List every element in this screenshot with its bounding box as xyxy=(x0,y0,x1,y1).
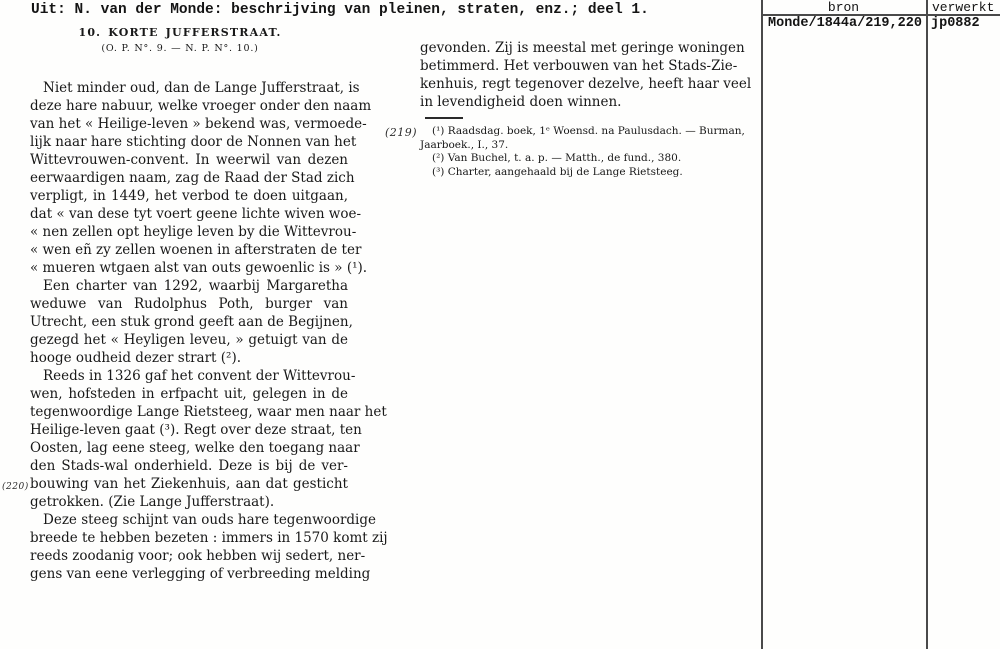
article-subtitle: (O. P. N°. 9. — N. P. N°. 10.) xyxy=(101,43,259,54)
text-line: tegenwoordige Lange Rietsteeg, waar men naar het xyxy=(30,404,387,420)
text-line: Oosten, lag eene steeg, welke den toegang naar xyxy=(30,440,360,456)
text-line: den Stads-wal onderhield. Deze is bij de ver- xyxy=(30,458,348,474)
text-line: van het « Heilige-leven » bekend was, vermoede- xyxy=(30,116,367,132)
text-line: gens van eene verlegging of verbreeding melding xyxy=(30,566,371,582)
text-line: (²) Van Buchel, t. a. p. — Matth., de fund., 380. xyxy=(432,152,682,164)
text-line: Jaarboek., I., 37. xyxy=(420,138,509,151)
text-line: (220) bouwing van het Ziekenhuis, aan dat gesticht xyxy=(30,475,348,493)
text-line: deze hare nabuur, welke vroeger onder den naam xyxy=(30,98,372,114)
text-line: gezegd het « Heyligen leveu, » getuigt van de xyxy=(30,332,348,348)
text-line: « wen eñ zy zellen woenen in afterstraten de ter xyxy=(30,242,362,258)
text-line: Reeds in 1326 gaf het convent der Wittevrou- xyxy=(43,368,356,384)
text-line: betimmerd. Het verbouwen van het Stads-Zie- xyxy=(420,58,738,74)
text-line: hooge oudheid dezer strart (²). xyxy=(30,350,242,366)
article-title: 10. KORTE JUFFERSTRAAT. xyxy=(78,26,282,39)
table-cell-verwerkt: jp0882 xyxy=(931,16,980,31)
text-line: eerwaardigen naam, zag de Raad der Stad zich xyxy=(30,170,355,186)
table-cell-bron: Monde/1844a/219,220 xyxy=(768,16,922,31)
text-line: Een charter van 1292, waarbij Margaretha xyxy=(43,278,348,294)
text-line: Wittevrouwen-convent. In weerwil van dezen xyxy=(30,152,348,168)
text-line: « nen zellen opt heylige leven by die Wittevrou- xyxy=(30,224,357,240)
table-left-border xyxy=(761,0,763,649)
text-line: verpligt, in 1449, het verbod te doen uitgaan, xyxy=(30,188,348,204)
text-line: Deze steeg schijnt van ouds hare tegenwoordige xyxy=(43,512,376,528)
text-line: weduwe van Rudolphus Poth, burger van xyxy=(30,296,348,312)
text-line: (219) (¹) Raadsdag. boek, 1ᵉ Woensd. na Paulusdach. — Burman, xyxy=(385,125,745,139)
footnotes-block xyxy=(385,125,745,179)
text-line: getrokken. (Zie Lange Jufferstraat). xyxy=(30,494,275,510)
text-line: « mueren wtgaen alst van outs gewoenlic is » (¹). xyxy=(30,260,368,276)
text-line: gevonden. Zij is meestal met geringe woningen xyxy=(420,40,745,56)
source-citation-line: Uit: N. van der Monde: beschrijving van pleinen, straten, enz.; deel 1. xyxy=(31,2,649,18)
text-line: Heilige-leven gaat (³). Regt over deze straat, ten xyxy=(30,422,362,438)
text-line: Utrecht, een stuk grond geeft aan de Begijnen, xyxy=(30,314,353,330)
text-line: breede te hebben bezeten : immers in 1570 komt zij xyxy=(30,530,388,546)
column-header-bron: bron xyxy=(827,0,860,15)
footnote-separator-rule xyxy=(425,117,463,119)
text-line: lijk naar hare stichting door de Nonnen van het xyxy=(30,134,357,150)
text-line: dat « van dese tyt voert geene lichte wiven woe- xyxy=(30,206,362,222)
right-text-column xyxy=(420,39,752,111)
page-number-margin-note: (219) xyxy=(385,126,418,139)
text-line: wen, hofsteden in erfpacht uit, gelegen in de xyxy=(30,386,348,402)
table-column-divider xyxy=(926,0,928,649)
column-header-verwerkt: verwerkt xyxy=(932,0,995,15)
left-text-column xyxy=(2,79,388,583)
text-line: in levendigheid doen winnen. xyxy=(420,94,622,110)
text-line: (³) Charter, aangehaald bij de Lange Rietsteeg. xyxy=(432,165,683,178)
page-number-margin-note: (220) xyxy=(2,482,29,492)
text-line: reeds zoodanig voor; ook hebben wij sedert, ner- xyxy=(30,548,366,564)
text-line: Niet minder oud, dan de Lange Jufferstraat, is xyxy=(43,80,360,96)
text-line: kenhuis, regt tegenover dezelve, heeft haar veel xyxy=(420,76,752,92)
